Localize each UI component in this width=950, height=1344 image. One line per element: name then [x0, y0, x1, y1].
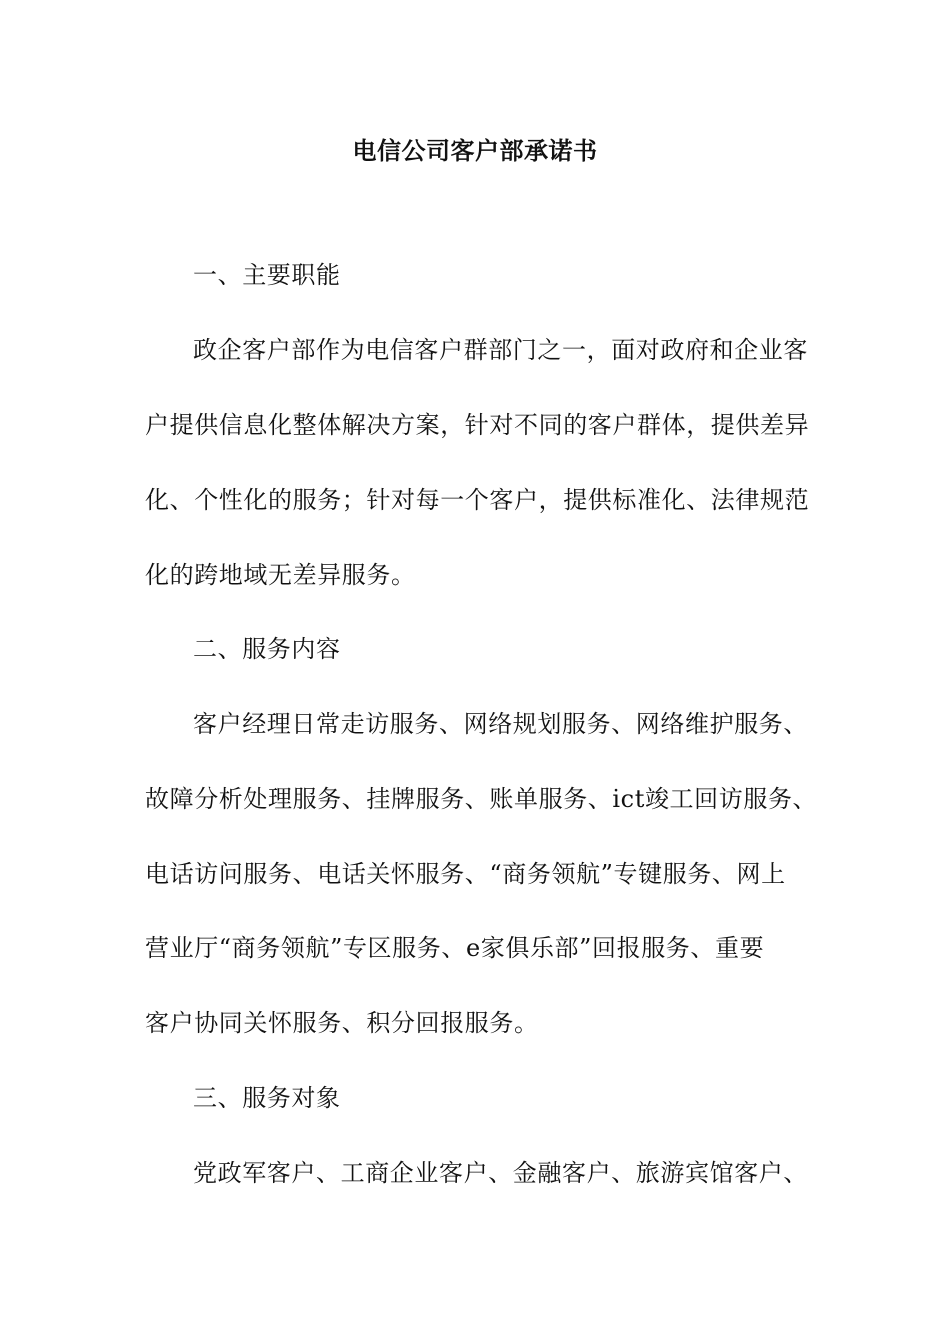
document-title: 电信公司客户部承诺书	[352, 136, 598, 165]
paragraph-line: 营业厅“商务领航”专区服务、e家俱乐部”回报服务、重要	[145, 934, 765, 962]
paragraph-line: 客户经理日常走访服务、网络规划服务、网络维护服务、	[193, 710, 808, 738]
section-heading-functions: 一、主要职能	[193, 261, 341, 289]
paragraph-line: 故障分析处理服务、挂牌服务、账单服务、ict竣工回访服务、	[145, 785, 818, 813]
paragraph-line: 电话访问服务、电话关怀服务、“商务领航”专键服务、网上	[145, 860, 786, 888]
paragraph-line: 党政军客户、工商企业客户、金融客户、旅游宾馆客户、	[193, 1159, 808, 1187]
paragraph-line: 化的跨地域无差异服务。	[145, 561, 416, 589]
section-heading-services: 二、服务内容	[193, 635, 341, 663]
paragraph-line: 化、个性化的服务；针对每一个客户，提供标准化、法律规范	[145, 486, 810, 514]
paragraph-line: 客户协同关怀服务、积分回报服务。	[145, 1009, 539, 1037]
paragraph-line: 户提供信息化整体解决方案，针对不同的客户群体，提供差异	[145, 411, 810, 439]
paragraph-line: 政企客户部作为电信客户群部门之一，面对政府和企业客	[193, 336, 808, 364]
section-heading-targets: 三、服务对象	[193, 1084, 341, 1112]
